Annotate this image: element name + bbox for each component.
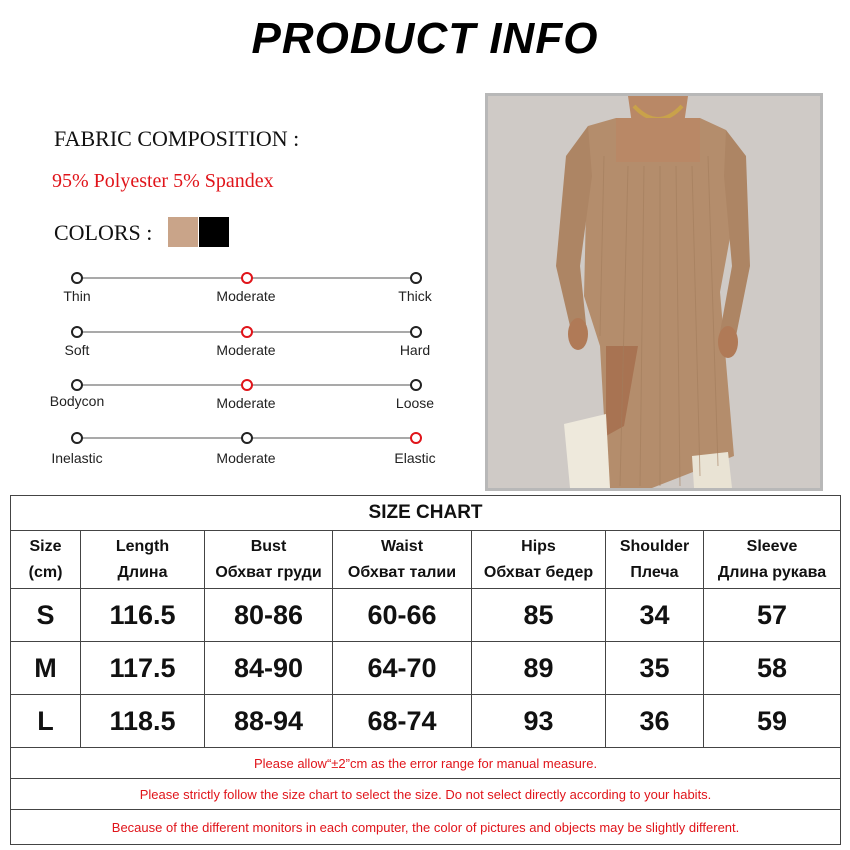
header-size: Size (cm) bbox=[11, 531, 81, 589]
cell-hips: 93 bbox=[472, 695, 606, 748]
table-row bbox=[11, 642, 841, 695]
scale-dot-left bbox=[71, 326, 83, 338]
scale-label-thin: Thin bbox=[63, 288, 91, 304]
colors-label: COLORS : bbox=[54, 220, 153, 245]
fit-scale bbox=[40, 375, 460, 425]
cell-sleeve: 59 bbox=[704, 695, 841, 748]
cell-shoulder: 35 bbox=[606, 642, 704, 695]
scale-dot-middle bbox=[241, 272, 253, 284]
product-photo[interactable] bbox=[485, 93, 823, 491]
scale-label-inelastic: Inelastic bbox=[51, 450, 103, 466]
scale-dot-right bbox=[410, 326, 422, 338]
fabric-composition-label: FABRIC COMPOSITION : bbox=[54, 126, 300, 151]
cell-bust: 80-86 bbox=[205, 589, 333, 642]
scale-label-bodycon: Bodycon bbox=[49, 393, 105, 409]
scale-dot-left bbox=[71, 432, 83, 444]
header-waist: Waist Обхват талии bbox=[333, 531, 472, 589]
cell-sleeve: 58 bbox=[704, 642, 841, 695]
table-row bbox=[11, 695, 841, 748]
scale-dot-left bbox=[71, 379, 83, 391]
softness-scale bbox=[40, 322, 460, 372]
cell-length: 117.5 bbox=[81, 642, 205, 695]
cell-bust: 84-90 bbox=[205, 642, 333, 695]
header-bust: Bust Обхват груди bbox=[205, 531, 333, 589]
cell-size: S bbox=[11, 589, 81, 642]
cell-waist: 64-70 bbox=[333, 642, 472, 695]
cell-bust: 88-94 bbox=[205, 695, 333, 748]
color-swatch-black[interactable] bbox=[199, 217, 229, 247]
cell-size: L bbox=[11, 695, 81, 748]
table-row bbox=[11, 589, 841, 642]
header-sleeve: Sleeve Длина рукава bbox=[704, 531, 841, 589]
cell-waist: 60-66 bbox=[333, 589, 472, 642]
header-length: Length Длина bbox=[81, 531, 205, 589]
scale-label-soft: Soft bbox=[64, 342, 90, 358]
page-title: PRODUCT INFO bbox=[251, 14, 599, 63]
scale-dot-right bbox=[410, 272, 422, 284]
color-swatch-khaki[interactable] bbox=[168, 217, 198, 247]
note-measurement-error: Please allow“±2”cm as the error range for manual measure. bbox=[11, 748, 841, 779]
cell-length: 116.5 bbox=[81, 589, 205, 642]
size-chart-header-row bbox=[11, 531, 841, 589]
elasticity-scale bbox=[40, 428, 460, 478]
scale-dot-right bbox=[410, 432, 422, 444]
scale-label-moderate: Moderate bbox=[216, 450, 276, 466]
cell-shoulder: 34 bbox=[606, 589, 704, 642]
size-chart-table bbox=[10, 495, 841, 845]
scale-label-hard: Hard bbox=[399, 342, 431, 358]
scale-label-loose: Loose bbox=[395, 395, 435, 411]
cell-hips: 85 bbox=[472, 589, 606, 642]
dress-model-illustration bbox=[488, 96, 820, 488]
scale-dot-middle bbox=[241, 326, 253, 338]
scale-dot-left bbox=[71, 272, 83, 284]
thickness-scale bbox=[40, 268, 460, 318]
cell-shoulder: 36 bbox=[606, 695, 704, 748]
scale-label-moderate: Moderate bbox=[216, 395, 276, 411]
cell-hips: 89 bbox=[472, 642, 606, 695]
note-color-difference: Because of the different monitors in each computer, the color of pictures and objects may be slightly different. bbox=[11, 810, 841, 845]
cell-length: 118.5 bbox=[81, 695, 205, 748]
scale-dot-right bbox=[410, 379, 422, 391]
note-follow-size-chart: Please strictly follow the size chart to select the size. Do not select directly according to your habits. bbox=[11, 779, 841, 810]
fabric-composition-value: 95% Polyester 5% Spandex bbox=[52, 170, 274, 192]
size-chart-title: SIZE CHART bbox=[11, 496, 841, 531]
cell-waist: 68-74 bbox=[333, 695, 472, 748]
scale-dot-middle bbox=[241, 379, 253, 391]
scale-label-moderate: Moderate bbox=[216, 342, 276, 358]
header-hips: Hips Обхват бедер bbox=[472, 531, 606, 589]
cell-sleeve: 57 bbox=[704, 589, 841, 642]
header-shoulder: Shoulder Плеча bbox=[606, 531, 704, 589]
scale-label-thick: Thick bbox=[398, 288, 432, 304]
scale-dot-middle bbox=[241, 432, 253, 444]
scale-label-moderate: Moderate bbox=[216, 288, 276, 304]
scale-label-elastic: Elastic bbox=[394, 450, 436, 466]
cell-size: M bbox=[11, 642, 81, 695]
